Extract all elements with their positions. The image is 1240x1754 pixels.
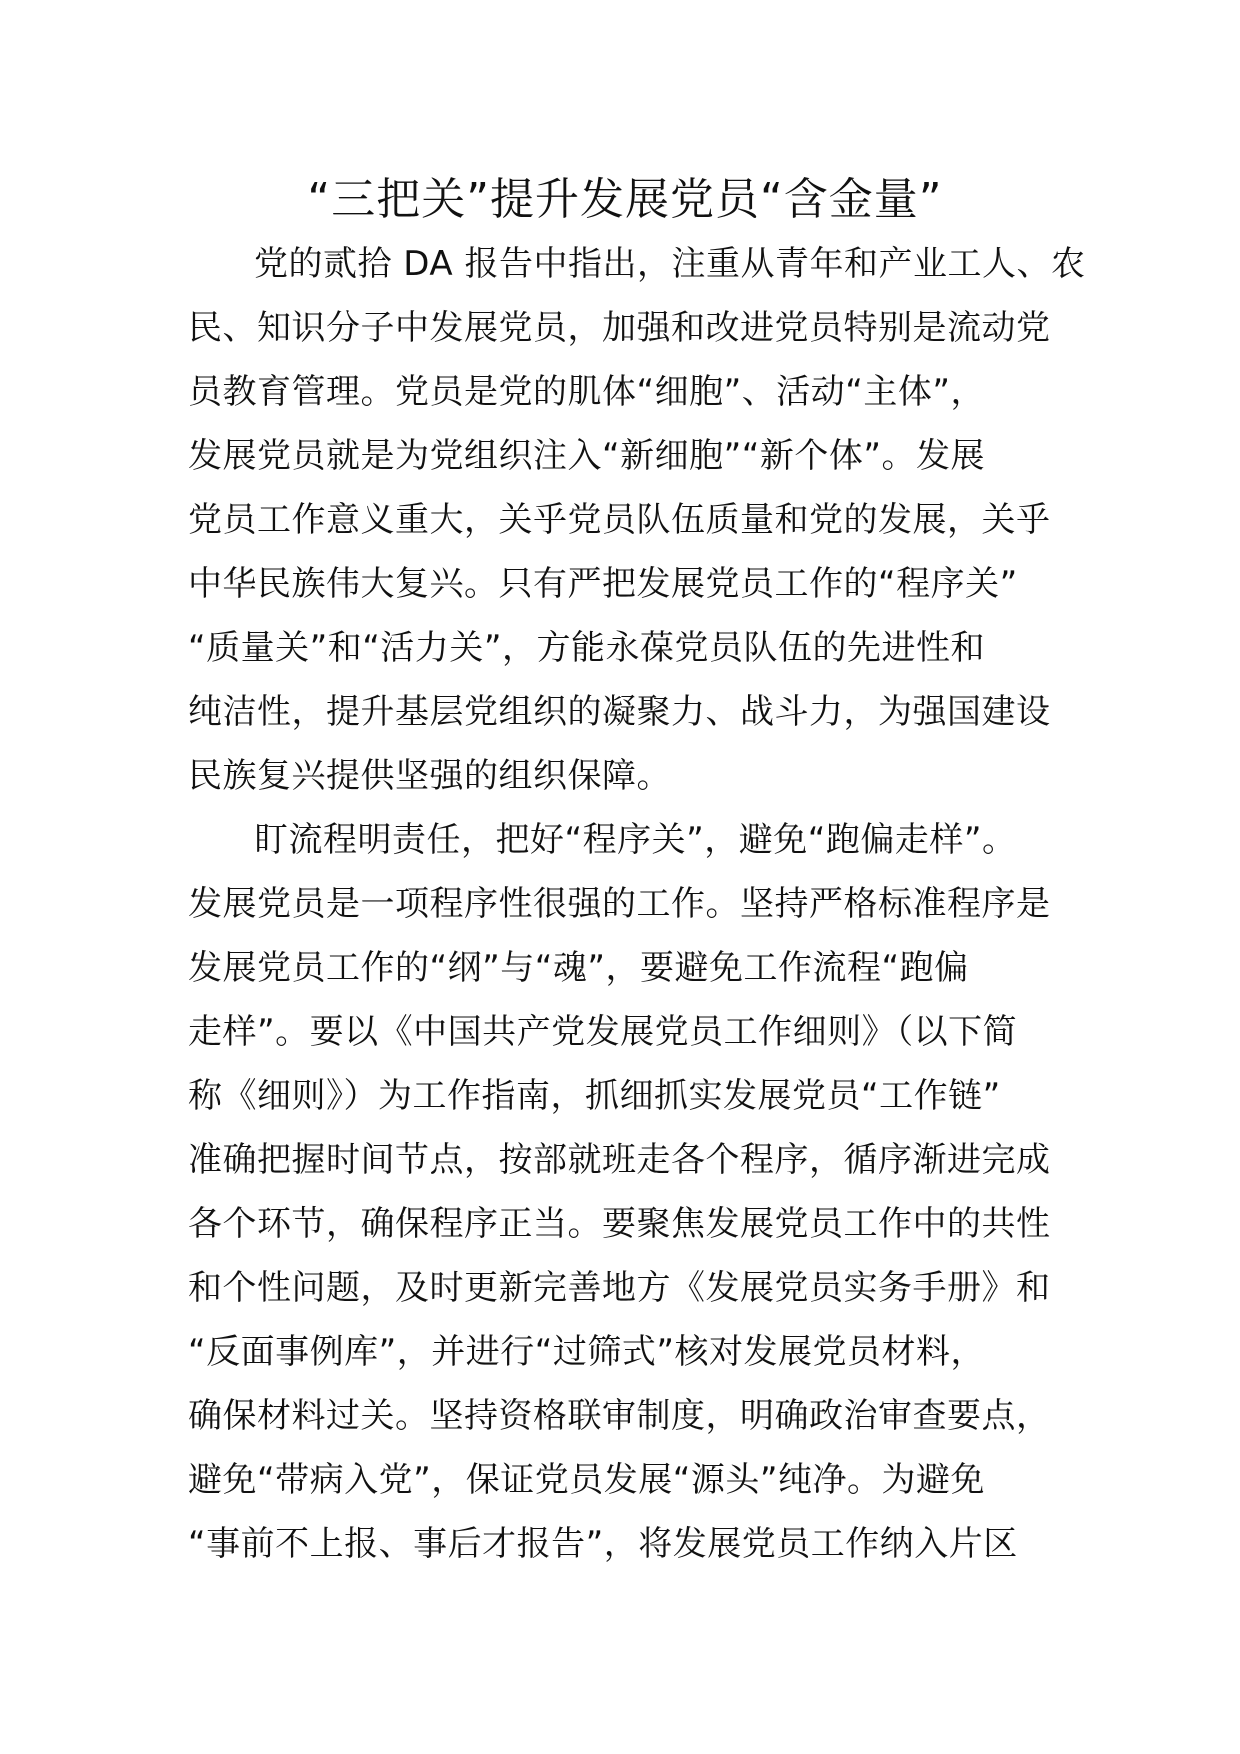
- document-title: “三把关”提升发展党员“含金量”: [307, 174, 943, 225]
- paragraph-2-line-1: 盯流程明责任，把好“程序关”，避免“跑偏走样”。: [254, 820, 1017, 860]
- paragraph-2-line-8: 和个性问题，及时更新完善地方《发展党员实务手册》和: [188, 1268, 1051, 1308]
- paragraph-2-line-2: 发展党员是一项程序性很强的工作。坚持严格标准程序是: [188, 884, 1051, 924]
- paragraph-1-line-8: 纯洁性，提升基层党组织的凝聚力、战斗力，为强国建设: [188, 692, 1051, 732]
- paragraph-1-line-2: 民、知识分子中发展党员，加强和改进党员特别是流动党: [188, 308, 1051, 348]
- paragraph-2-line-7: 各个环节，确保程序正当。要聚焦发展党员工作中的共性: [188, 1204, 1051, 1244]
- paragraph-1-line-6: 中华民族伟大复兴。只有严把发展党员工作的“程序关”: [188, 564, 1018, 604]
- paragraph-2-line-6: 准确把握时间节点，按部就班走各个程序，循序渐进完成: [188, 1140, 1051, 1180]
- paragraph-2-line-12: “事前不上报、事后才报告”，将发展党员工作纳入片区: [188, 1524, 1018, 1564]
- paragraph-1-line-5: 党员工作意义重大，关乎党员队伍质量和党的发展，关乎: [188, 500, 1051, 540]
- paragraph-2-line-4: 走样”。要以《中国共产党发展党员工作细则》（以下简: [188, 1012, 1018, 1052]
- paragraph-1-line-4: 发展党员就是为党组织注入“新细胞”“新个体”。发展: [188, 436, 985, 476]
- paragraph-1-line-1: 党的贰拾 DA 报告中指出，注重从青年和产业工人、农: [254, 244, 1086, 284]
- paragraph-1-line-3: 员教育管理。党员是党的肌体“细胞”、活动“主体”，: [188, 372, 985, 412]
- paragraph-2-line-3: 发展党员工作的“纲”与“魂”，要避免工作流程“跑偏: [188, 948, 969, 988]
- paragraph-2-line-9: “反面事例库”，并进行“过筛式”核对发展党员材料，: [188, 1332, 985, 1372]
- paragraph-2-line-5: 称《细则》）为工作指南，抓细抓实发展党员“工作链”: [188, 1076, 1001, 1116]
- document-body: [188, 232, 1086, 1576]
- paragraph-2-line-11: 避免“带病入党”，保证党员发展“源头”纯净。为避免: [188, 1460, 985, 1500]
- paragraph-1-line-7: “质量关”和“活力关”，方能永葆党员队伍的先进性和: [188, 628, 985, 668]
- paragraph-2-line-10: 确保材料过关。坚持资格联审制度，明确政治审查要点，: [188, 1396, 1051, 1436]
- paragraph-1-line-9: 民族复兴提供坚强的组织保障。: [188, 756, 671, 796]
